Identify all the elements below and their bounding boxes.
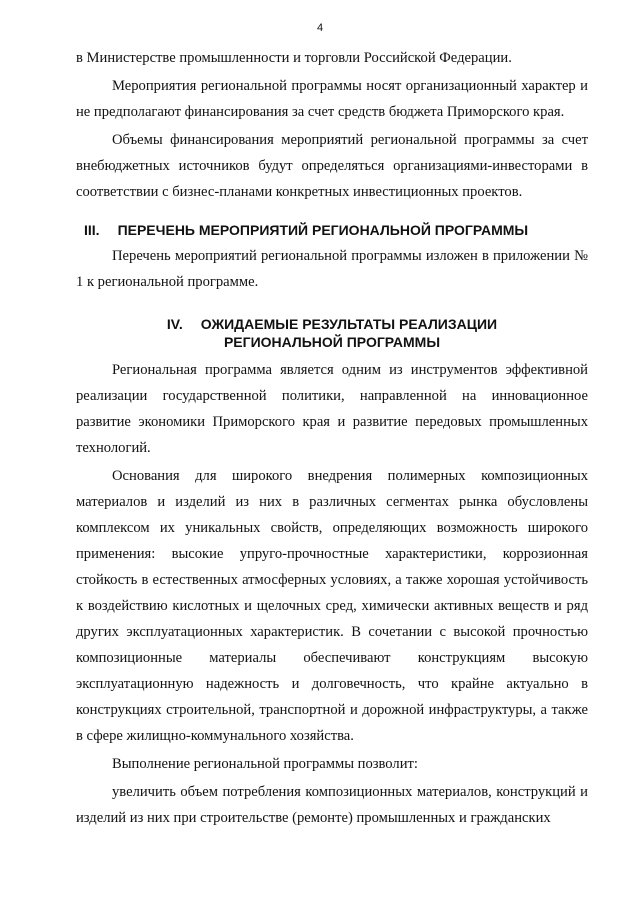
section-4-title-line2: РЕГИОНАЛЬНОЙ ПРОГРАММЫ (223, 334, 441, 350)
section-4-paragraph-materials: Основания для широкого внедрения полимерных композиционных материалов и изделий из них в различных сегментах рынка обусловлены комплексом их уникальных свойств, определяющих возможность широкого применения: высокие упруго-прочностные характеристики, коррозионная стойкость в естественных атмосферных условиях, а также хорошая устойчивость к воздействию кислотных и щелочных сред, химически активных веществ и ряд других эксплуатационных характеристик. В сочетании с высокой прочностью композиционные материалы обеспечивают конструкциям высокую эксплуатационную надежность и долговечность, что крайне актуально в конструкциях строительной, транспортной и дорожной инфраструктуры, а также в сфере жилищно-коммунального хозяйства. (76, 468, 588, 744)
section-4-number: IV. (166, 316, 183, 332)
page-content (76, 45, 588, 833)
section-3-title: ПЕРЕЧЕНЬ МЕРОПРИЯТИЙ РЕГИОНАЛЬНОЙ ПРОГРАММЫ (117, 222, 529, 238)
paragraph-financing-nature: Мероприятия региональной программы носят организационный характер и не предполагают финансирования за счет средств бюджета Приморского края. (76, 78, 588, 120)
section-3-number: III. (84, 222, 100, 238)
section-4-heading (76, 315, 588, 351)
section-4-paragraph-will-allow: Выполнение региональной программы позволит: (112, 756, 418, 772)
section-3-heading (76, 221, 588, 239)
page-number: 4 (316, 22, 324, 34)
paragraph-continuation: в Министерстве промышленности и торговли Российской Федерации. (76, 50, 512, 66)
section-3-paragraph: Перечень мероприятий региональной программы изложен в приложении № 1 к региональной программе. (76, 248, 588, 290)
section-4-paragraph-intro: Региональная программа является одним из инструментов эффективной реализации государственной политики, направленной на инновационное развитие экономики Приморского края и развитие передовых промышленных технологий. (76, 362, 588, 456)
paragraph-financing-volume: Объемы финансирования мероприятий региональной программы за счет внебюджетных источников будут определяться организациями-инвесторами в соответствии с бизнес-планами конкретных инвестиционных проектов. (76, 132, 588, 200)
section-4-title-line1: ОЖИДАЕМЫЕ РЕЗУЛЬТАТЫ РЕАЛИЗАЦИИ (200, 316, 498, 332)
section-4-paragraph-increase: увеличить объем потребления композиционных материалов, конструкций и изделий из них при строительстве (ремонте) промышленных и гражданских (76, 784, 588, 826)
